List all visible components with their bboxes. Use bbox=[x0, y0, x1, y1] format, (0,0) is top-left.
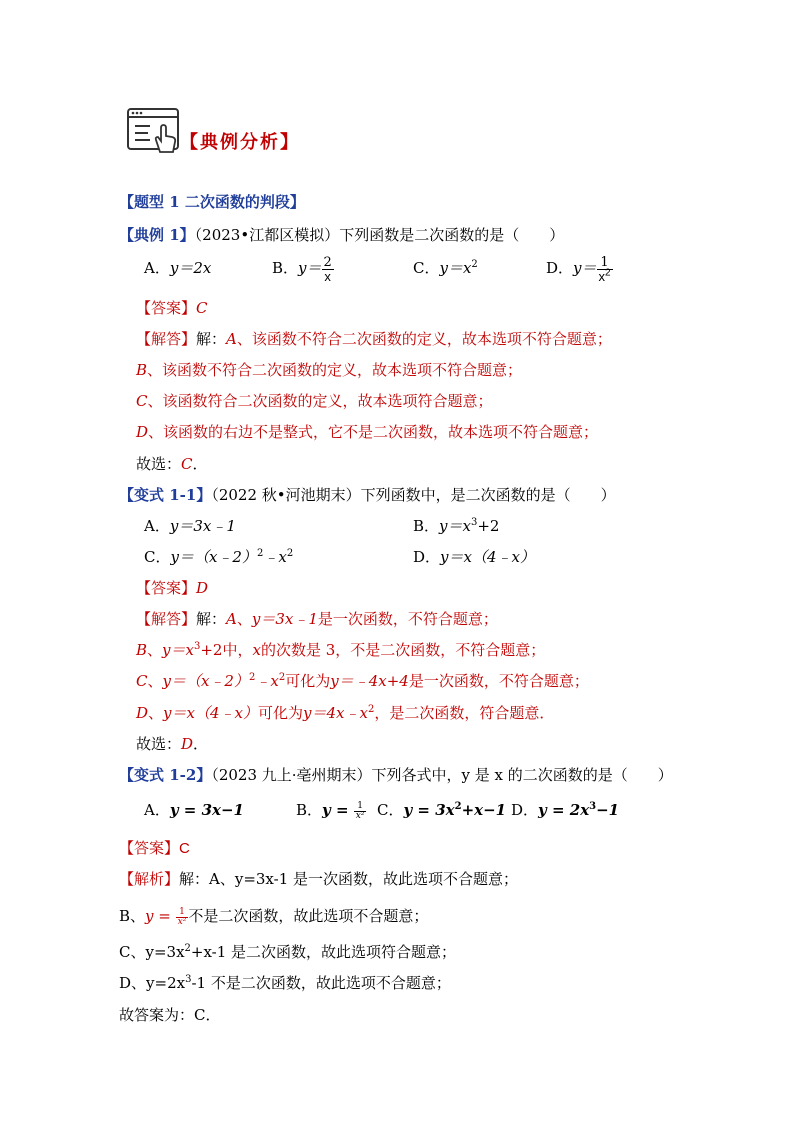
sep: 、 bbox=[236, 610, 252, 628]
v11-question-text: （2022 秋•河池期末）下列函数中，是二次函数的是（ ） bbox=[211, 486, 616, 504]
v12-solution-line-3 bbox=[119, 942, 456, 962]
v12-options bbox=[144, 800, 244, 820]
answer-value: C bbox=[179, 840, 190, 857]
v12-question bbox=[119, 765, 673, 785]
v12-solution-line-2 bbox=[119, 900, 428, 932]
ex1-option-b bbox=[272, 250, 334, 286]
ex1-solution-line-1 bbox=[136, 329, 612, 349]
sep: 、 bbox=[148, 704, 164, 722]
solution-prefix: B、 bbox=[119, 907, 146, 925]
solution-text: 是一次函数，不符合题意； bbox=[317, 610, 498, 628]
ex1-question bbox=[119, 225, 564, 245]
option-letter: C bbox=[136, 672, 148, 690]
section-title: 【题型 1 二次函数的判段】 bbox=[119, 193, 305, 211]
exponent: 2 bbox=[471, 259, 478, 270]
option-label: C． bbox=[144, 548, 171, 566]
exponent: 2 bbox=[248, 672, 256, 683]
option-expr-rest: ﹣x bbox=[263, 548, 287, 566]
ex1-option-b-lhs: y＝ bbox=[298, 259, 322, 277]
solution-text: 解：A、y=3x-1 是一次函数，故此选项不合题意； bbox=[179, 870, 519, 888]
v12-option-b bbox=[296, 792, 366, 828]
option-label: D． bbox=[413, 548, 441, 566]
exponent: 2 bbox=[605, 267, 611, 279]
ex1-solution-line-3 bbox=[136, 391, 493, 411]
solution-expr: y＝﹣4x+4 bbox=[330, 672, 409, 690]
variable: x bbox=[252, 641, 261, 659]
option-letter: D bbox=[136, 704, 149, 722]
v11-solution-line-1 bbox=[136, 609, 498, 629]
exponent: 3 bbox=[470, 517, 478, 528]
solution-expr: y＝3x﹣1 bbox=[251, 610, 318, 628]
solution-text: -1 不是二次函数，故此选项不合题意； bbox=[191, 974, 451, 992]
sep: 、 bbox=[147, 641, 163, 659]
ex1-question-text: （2023•江都区模拟）下列函数是二次函数的是（ ） bbox=[194, 226, 565, 244]
ex1-option-c bbox=[413, 258, 478, 278]
option-letter: D bbox=[136, 423, 149, 441]
fraction-denominator: x² bbox=[355, 810, 365, 821]
ex1-option-c-label: C． bbox=[413, 259, 440, 277]
exponent: 2 bbox=[286, 548, 294, 559]
answer-value: D bbox=[196, 579, 209, 597]
solution-text: 不是二次函数，故此选项不合题意； bbox=[188, 907, 429, 925]
v11-solution-line-2 bbox=[136, 640, 545, 660]
ex1-option-d bbox=[546, 250, 613, 286]
option-fraction bbox=[354, 802, 367, 821]
exponent: 2 bbox=[256, 548, 264, 559]
v12-solution-line-4 bbox=[119, 973, 451, 993]
option-letter: A bbox=[226, 330, 237, 348]
option-expr: y＝x bbox=[439, 517, 471, 535]
solution-tag: 【解答】 bbox=[136, 330, 197, 348]
solution-lhs: y = bbox=[145, 907, 176, 925]
solution-text: 可化为 bbox=[257, 704, 303, 722]
fraction-numerator: 2 bbox=[323, 254, 332, 270]
v11-final-choice bbox=[136, 734, 208, 754]
answer-tag: 【答案】 bbox=[119, 839, 180, 857]
solution-text: 可化为 bbox=[285, 672, 331, 690]
v11-option-a bbox=[144, 516, 236, 536]
fraction-denominator bbox=[597, 267, 613, 284]
choice-end: ． bbox=[193, 735, 209, 753]
fraction-denominator: x bbox=[324, 268, 331, 284]
ex1-option-b-label: B． bbox=[272, 259, 299, 277]
option-label: D． bbox=[511, 801, 539, 819]
solution-expr: y＝（x﹣2） bbox=[162, 672, 249, 690]
solution-expr: C、y=3x bbox=[119, 943, 185, 961]
exponent: 2 bbox=[454, 801, 462, 812]
option-expr: y = 2x bbox=[538, 801, 590, 819]
choice-letter: D bbox=[181, 735, 194, 753]
exponent: 2 bbox=[184, 943, 191, 954]
v11-option-d bbox=[413, 547, 535, 567]
solution-prefix: 解： bbox=[196, 330, 227, 348]
exponent: 3 bbox=[185, 974, 192, 985]
choice-letter: C bbox=[181, 455, 193, 473]
ex1-option-a-label: A． bbox=[144, 259, 170, 277]
option-lhs: y = bbox=[322, 801, 354, 819]
choice-prefix: 故选： bbox=[136, 455, 182, 473]
v12-answer bbox=[119, 838, 190, 859]
v11-answer bbox=[136, 578, 208, 598]
exponent: 3 bbox=[193, 641, 201, 652]
answer-tag: 【答案】 bbox=[136, 579, 197, 597]
solution-expr-rest: ﹣x bbox=[255, 672, 279, 690]
option-expr-rest: +x−1 bbox=[461, 801, 507, 819]
ex1-solution-line-2 bbox=[136, 360, 522, 380]
v11-option-c bbox=[144, 547, 293, 567]
ex1-option-b-fraction bbox=[322, 256, 334, 283]
solution-text: 是一次函数，不符合题意； bbox=[408, 672, 589, 690]
option-label: C． bbox=[377, 801, 404, 819]
solution-text: 的次数是 3，不是二次函数，不符合题意； bbox=[260, 641, 546, 659]
fraction-numerator: 1 bbox=[176, 908, 189, 918]
v12-final-answer: 故答案为：C． bbox=[119, 1006, 221, 1024]
fraction-numerator: 1 bbox=[354, 802, 367, 812]
ex1-option-a-expr: y＝2x bbox=[169, 259, 212, 277]
v12-option-d bbox=[511, 800, 619, 820]
v11-option-b bbox=[413, 516, 499, 536]
solution-text: 、该函数符合二次函数的定义，故本选项符合题意； bbox=[147, 392, 493, 410]
ex1-option-d-fraction bbox=[597, 256, 613, 283]
ex1-answer bbox=[136, 298, 208, 318]
exponent: 2 bbox=[367, 704, 375, 715]
option-expr-rest: −1 bbox=[596, 801, 620, 819]
option-letter: A bbox=[226, 610, 237, 628]
v12-option-c bbox=[377, 800, 506, 820]
option-expr: y = 3x−1 bbox=[169, 801, 244, 819]
answer-tag: 【答案】 bbox=[136, 299, 197, 317]
choice-end: ． bbox=[192, 455, 208, 473]
solution-expr: y＝x（4﹣x） bbox=[163, 704, 258, 722]
option-expr: y＝（x﹣2） bbox=[170, 548, 257, 566]
option-letter: C bbox=[136, 392, 148, 410]
ex1-option-d-label: D． bbox=[546, 259, 574, 277]
v12-solution-line-1 bbox=[119, 869, 518, 889]
choice-prefix: 故选： bbox=[136, 735, 182, 753]
exponent: 3 bbox=[589, 801, 597, 812]
ex1-solution-line-4 bbox=[136, 422, 598, 442]
option-letter: B bbox=[136, 641, 148, 659]
lesson-icon bbox=[126, 106, 182, 156]
solution-fraction bbox=[176, 908, 189, 927]
option-label: B． bbox=[296, 801, 323, 819]
header-title: 【典例分析】 bbox=[180, 132, 300, 153]
solution-tag: 【解析】 bbox=[119, 870, 180, 888]
answer-value: C bbox=[196, 299, 208, 317]
option-expr: y＝x（4﹣x） bbox=[440, 548, 535, 566]
ex1-option-d-lhs: y＝ bbox=[573, 259, 597, 277]
solution-expr: y＝4x﹣x bbox=[303, 704, 368, 722]
exponent: 2 bbox=[278, 672, 286, 683]
v11-question bbox=[119, 485, 616, 505]
v12-tag: 【变式 1-2】 bbox=[119, 766, 212, 784]
solution-text: 、该函数的右边不是整式，它不是二次函数，故本选项不符合题意； bbox=[148, 423, 599, 441]
solution-expr-rest: +2 bbox=[200, 641, 223, 659]
solution-tag: 【解答】 bbox=[136, 610, 197, 628]
option-expr: y＝3x﹣1 bbox=[169, 517, 236, 535]
v12-question-text: （2023 九上·亳州期末）下列各式中，y 是 x 的二次函数的是（ ） bbox=[211, 766, 673, 784]
ex1-option-c-expr: y＝x bbox=[439, 259, 472, 277]
ex1-tag: 【典例 1】 bbox=[119, 226, 195, 244]
option-letter: B bbox=[136, 361, 148, 379]
solution-expr: y＝x bbox=[162, 641, 194, 659]
v11-solution-line-3 bbox=[136, 671, 589, 691]
solution-expr: D、y=2x bbox=[119, 974, 186, 992]
solution-prefix: 解： bbox=[196, 610, 227, 628]
v11-tag: 【变式 1-1】 bbox=[119, 486, 212, 504]
v11-solution-line-4 bbox=[136, 703, 554, 723]
ex1-final-choice bbox=[136, 454, 208, 474]
option-expr-rest: +2 bbox=[477, 517, 500, 535]
denominator-base: x bbox=[598, 268, 606, 284]
solution-text: +x-1 是二次函数，故此选项符合题意； bbox=[190, 943, 457, 961]
solution-text: 、该函数不符合二次函数的定义，故本选项不符合题意； bbox=[147, 361, 523, 379]
ex1-option-a bbox=[144, 258, 211, 278]
option-label: A． bbox=[144, 517, 170, 535]
solution-text: 中， bbox=[222, 641, 253, 659]
solution-text: 、该函数不符合二次函数的定义，故本选项不符合题意； bbox=[236, 330, 612, 348]
option-label: A． bbox=[144, 801, 170, 819]
option-label: B． bbox=[413, 517, 440, 535]
sep: 、 bbox=[147, 672, 163, 690]
solution-text: ，是二次函数，符合题意． bbox=[374, 704, 555, 722]
fraction-denominator: x² bbox=[177, 916, 187, 927]
fraction-numerator: 1 bbox=[597, 256, 613, 270]
option-expr: y = 3x bbox=[403, 801, 455, 819]
